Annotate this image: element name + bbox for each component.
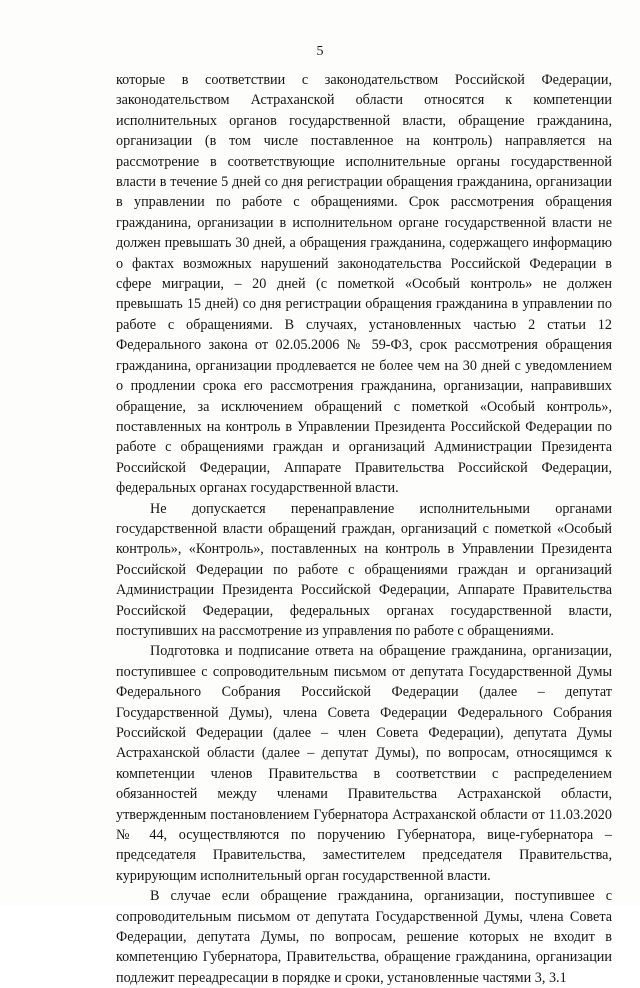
page-number: 5 — [316, 44, 324, 59]
paragraph-readdressing: В случае если обращение гражданина, организации, поступившее с сопроводительным письмом от депутата Государственной Думы, члена Совета Федерации, депутата Думы, по вопросам, решение которых не входит в компетенцию Губернатора, Правительства, обращение гражданина, организации подлежит переадресации в порядке и сроки, установленные частями 3, 3.1 — [116, 888, 612, 986]
document-body — [116, 70, 612, 988]
paragraph-continuation: которые в соответствии с законодательством Российской Федерации, законодательством Астраханской области относятся к компетенции исполнительных органов государственной власти, обращение гражданина, организации (в том числе поставленное на контроль) направляется на рассмотрение в соответствующие исполнительные органы государственной власти в течение 5 дней со дня регистрации обращения гражданина, организации в управлении по работе с обращениями. Срок рассмотрения обращения гражданина, организации в исполнительном органе государственной власти не должен превышать 30 дней, а обращения гражданина, содержащего информацию о фактах возможных нарушений законодательства Российской Федерации в сфере миграции, – 20 дней (с пометкой «Особый контроль» не должен превышать 15 дней) со дня регистрации обращения гражданина в управлении по работе с обращениями. В случаях, установленных частью 2 статьи 12 Федерального закона от 02.05.2006 № 59-ФЗ, срок рассмотрения обращения гражданина, организации продлевается не более чем на 30 дней с уведомлением о продлении срока его рассмотрения гражданина, организации, направивших обращение, за исключением обращений с пометкой «Особый контроль», поставленных на контроль в Управлении Президента Российской Федерации по работе с обращениями граждан и организаций Администрации Президента Российской Федерации, Аппарате Правительства Российской Федерации, федеральных органах государственной власти. — [116, 72, 612, 497]
paragraph-response-preparation: Подготовка и подписание ответа на обращение гражданина, организации, поступившее с сопроводительным письмом от депутата Государственной Думы Федерального Собрания Российской Федерации (далее – депутат Государственной Думы), члена Совета Федерации Федерального Собрания Российской Федерации (далее – член Совета Федерации), депутата Думы Астраханской области (далее – депутат Думы), по вопросам, относящимся к компетенции членов Правительства в соответствии с распределением обязанностей между членами Правительства Астраханской области, утвержденным постановлением Губернатора Астраханской области от 11.03.2020 № 44, осуществляются по поручению Губернатора, вице-губернатора – председателя Правительства, заместителем председателя Правительства, курирующим исполнительный орган государственной власти. — [116, 643, 612, 884]
paragraph-redirect-prohibition: Не допускается перенаправление исполнительными органами государственной власти обращений граждан, организаций с пометкой «Особый контроль», «Контроль», поставленных на контроль в Управлении Президента Российской Федерации по работе с обращениями граждан и организаций Администрации Президента Российской Федерации, Аппарате Правительства Российской Федерации, федеральных органах государственной власти, поступивших на рассмотрение из управления по работе с обращениями. — [116, 500, 612, 639]
